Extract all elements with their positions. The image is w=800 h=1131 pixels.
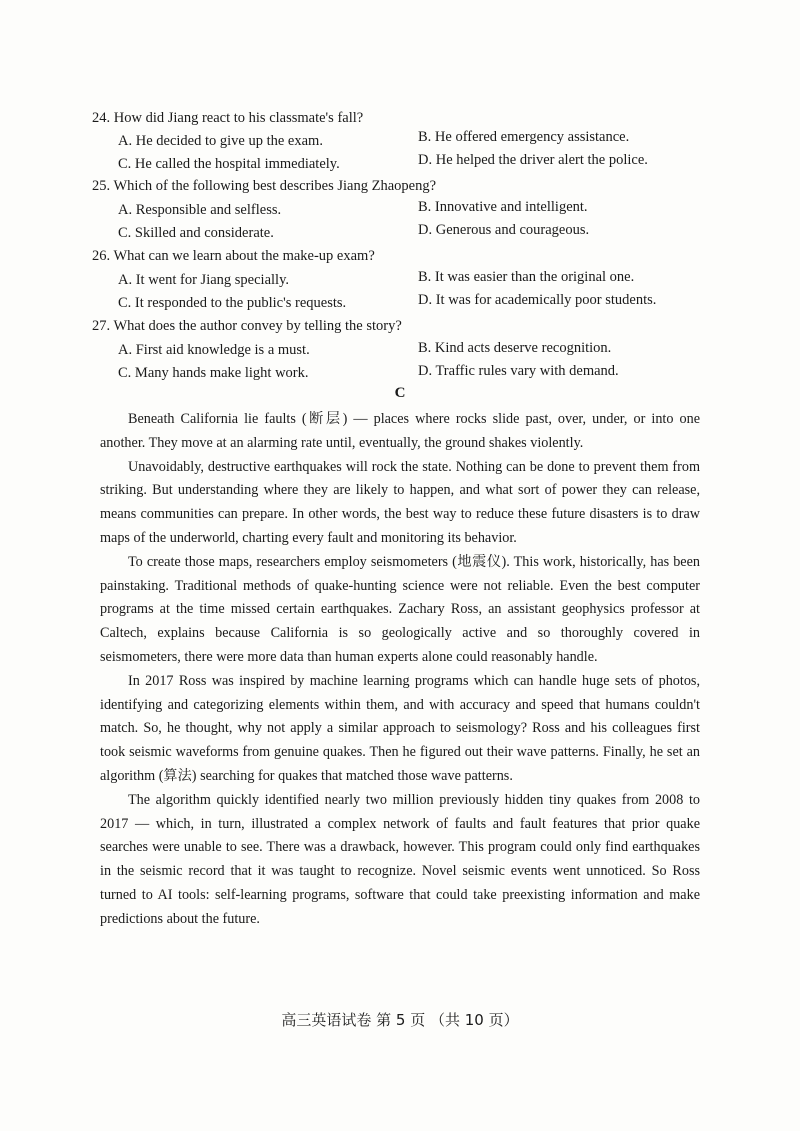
question-26-option-d: D. It was for academically poor students. — [418, 292, 657, 308]
question-27-option-c: C. Many hands make light work. — [118, 365, 309, 381]
passage-paragraph: Beneath California lie faults (断层) — places where rocks slide past, over, under, or into one another. They move at an alarming rate until, eventually, the ground shakes violently. — [100, 411, 700, 451]
question-26-option-b: B. It was easier than the original one. — [418, 269, 635, 285]
question-24-option-d: D. He helped the driver alert the police. — [418, 152, 648, 168]
question-24-option-a: A. He decided to give up the exam. — [118, 133, 323, 149]
question-25-option-a: A. Responsible and selfless. — [118, 202, 282, 218]
passage-paragraph: In 2017 Ross was inspired by machine learning programs which can handle huge sets of photos, identifying and categorizing elements within them, and with accuracy and speed that humans couldn't match. So, he thought, why not apply a similar approach to seismology? Ross and his colleagues first took seismic waveforms from genuine quakes. Then he figured out their wave patterns. Finally, he set an algorithm (算法) searching for quakes that matched those wave patterns. — [100, 672, 700, 784]
question-26-stem: 26. What can we learn about the make-up exam? — [92, 248, 375, 264]
question-27-option-d: D. Traffic rules vary with demand. — [418, 363, 619, 379]
section-heading: C — [394, 385, 406, 401]
passage-paragraph: Unavoidably, destructive earthquakes will rock the state. Nothing can be done to prevent them from striking. But understanding where they are likely to happen, and what sort of power they can release, means communities can prepare. In other words, the best way to reduce these future disasters is to draw maps of the underworld, charting every fault and monitoring its behavior. — [100, 458, 700, 546]
question-25-stem: 25. Which of the following best describes Jiang Zhaopeng? — [92, 178, 437, 194]
question-24-option-c: C. He called the hospital immediately. — [118, 156, 340, 172]
question-27-stem: 27. What does the author convey by telling the story? — [92, 318, 402, 334]
question-27-option-b: B. Kind acts deserve recognition. — [418, 340, 612, 356]
page-footer: 高三英语试卷 第 5 页 （共 10 页） — [281, 1011, 519, 1029]
question-25-option-c: C. Skilled and considerate. — [118, 225, 274, 241]
question-24-stem: 24. How did Jiang react to his classmate's fall? — [92, 110, 364, 126]
reading-passage — [100, 408, 700, 932]
question-25-option-b: B. Innovative and intelligent. — [418, 199, 588, 215]
question-26-option-a: A. It went for Jiang specially. — [118, 272, 289, 288]
question-24-option-b: B. He offered emergency assistance. — [418, 129, 630, 145]
passage-paragraph: To create those maps, researchers employ seismometers (地震仪). This work, historically, has been painstaking. Traditional methods of quake-hunting science were not reliable. Even the best computer programs at the time missed certain earthquakes. Zachary Ross, an assistant geophysics professor at Caltech, explains because California is so geologically active and so thoroughly covered in seismometers, there were more data than human experts alone could reasonably handle. — [100, 553, 700, 665]
question-27-option-a: A. First aid knowledge is a must. — [118, 342, 310, 358]
question-25-option-d: D. Generous and courageous. — [418, 222, 590, 238]
question-26-option-c: C. It responded to the public's requests. — [118, 295, 347, 311]
passage-paragraph: The algorithm quickly identified nearly two million previously hidden tiny quakes from 2008 to 2017 — which, in turn, illustrated a complex network of faults and fault features that prior quake searches were unable to see. There was a drawback, however. This program could only find earthquakes in the seismic record that it was taught to recognize. Novel seismic events went unnoticed. So Ross turned to AI tools: self-learning programs, software that could take preexisting information and make predictions about the future. — [100, 791, 700, 927]
